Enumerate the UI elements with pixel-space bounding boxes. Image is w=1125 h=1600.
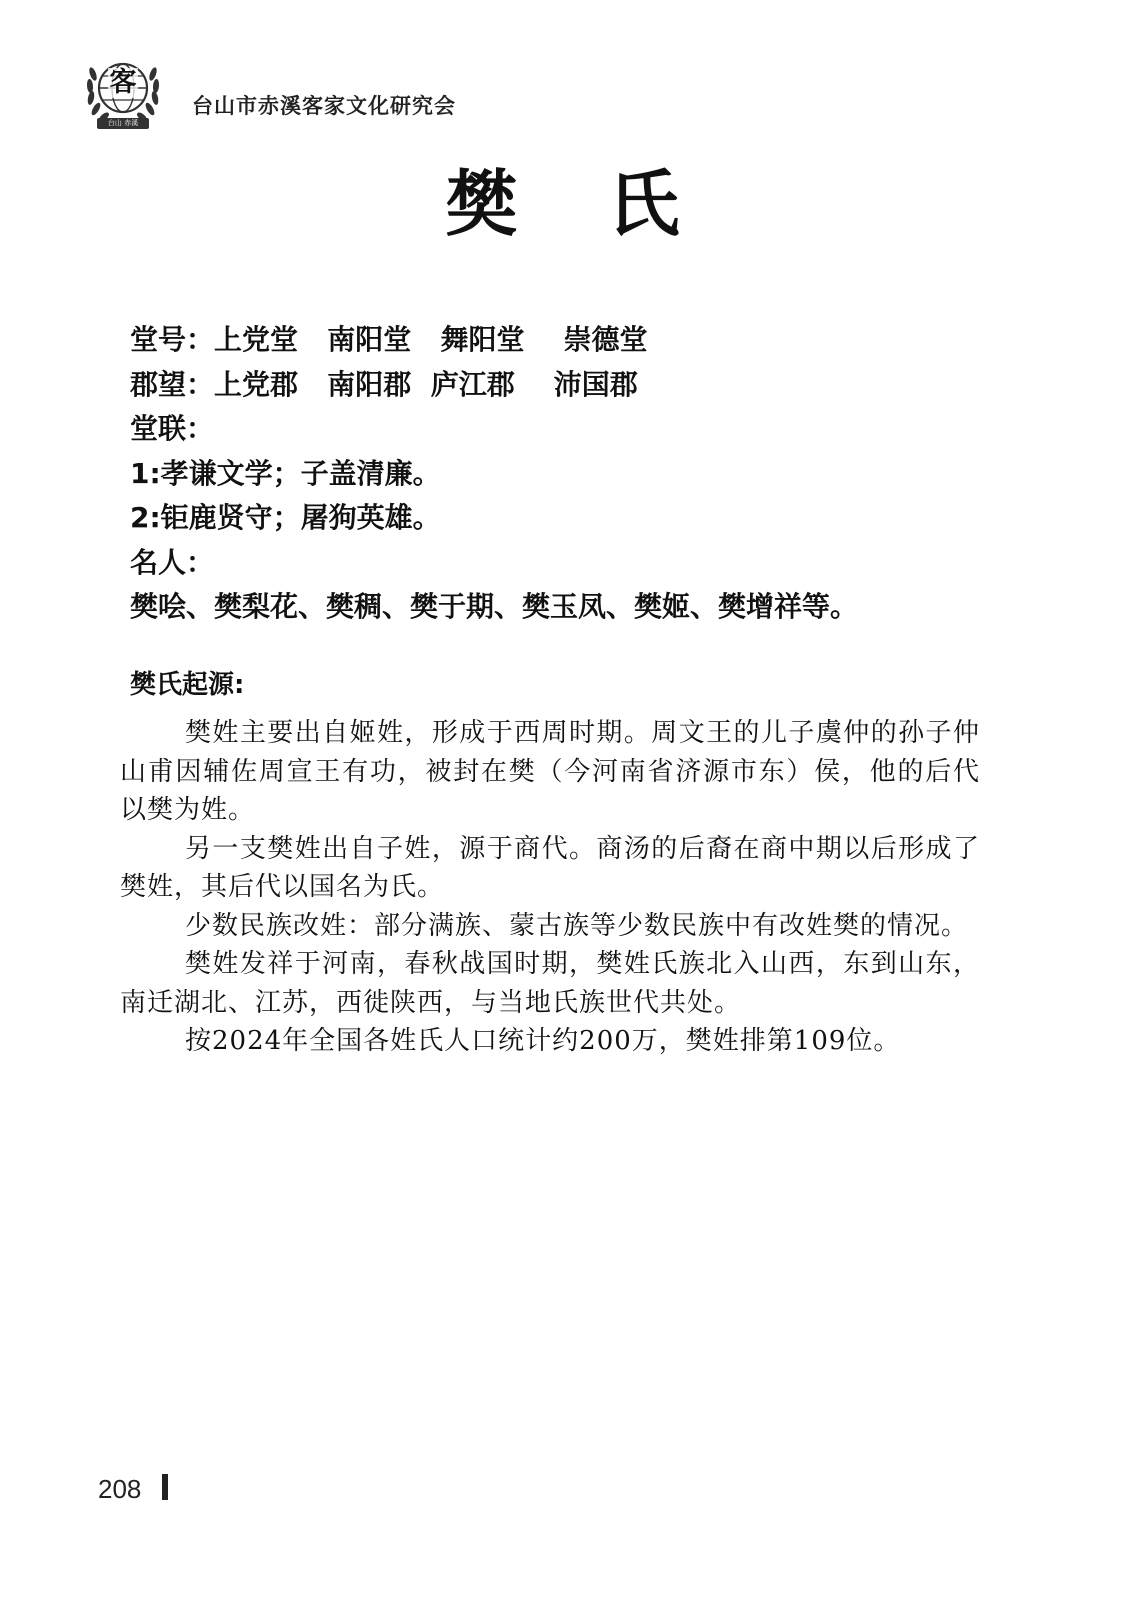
organization-name: 台山市赤溪客家文化研究会: [192, 93, 456, 118]
hall-names-line: 堂号：上党堂 南阳堂 舞阳堂 崇德堂: [130, 323, 648, 356]
origin-body: [120, 714, 980, 1061]
origin-paragraph: 按2024年全国各姓氏人口统计约200万，樊姓排第109位。: [185, 1026, 901, 1056]
couplet-heading: 堂联：: [130, 412, 215, 445]
origin-paragraph: 樊姓主要出自姬姓，形成于西周时期。周文王的儿子虞仲的孙子仲山甫因辅佐周宣王有功，被封在樊（今河南省济源市东）侯，他的后代以樊为姓。: [120, 718, 980, 825]
commandery-line: 郡望：上党郡 南阳郡 庐江郡 沛国郡: [130, 367, 638, 401]
surname-info-block: [130, 318, 1030, 630]
celebrities-list: 樊哙、樊梨花、樊稠、樊于期、樊玉凤、樊姬、樊增祥等。: [130, 590, 859, 623]
logo-center-character: 客: [109, 67, 137, 98]
logo-banner-text: 台山 赤溪: [107, 119, 139, 127]
page-title: 樊氏: [445, 161, 770, 246]
celebrities-heading: 名人：: [130, 545, 215, 579]
origin-paragraph: 另一支樊姓出自子姓，源于商代。商汤的后裔在商中期以后形成了樊姓，其后代以国名为氏。: [120, 833, 980, 902]
couplet-line-2: 2:钜鹿贤守；屠狗英雄。: [130, 501, 441, 534]
origin-heading: 樊氏起源:: [130, 670, 245, 700]
page-number-bar: [162, 1474, 168, 1500]
origin-paragraph: 少数民族改姓：部分满族、蒙古族等少数民族中有改姓樊的情况。: [185, 910, 969, 941]
page-header: [84, 52, 784, 136]
couplet-line-1: 1:孝谦文学；子盖清廉。: [130, 456, 441, 490]
page-number: 208: [98, 1474, 142, 1504]
origin-paragraph: 樊姓发祥于河南，春秋战国时期，樊姓氏族北入山西，东到山东，南迁湖北、江苏，西徙陕西，与当地氏族世代共处。: [120, 949, 980, 1018]
